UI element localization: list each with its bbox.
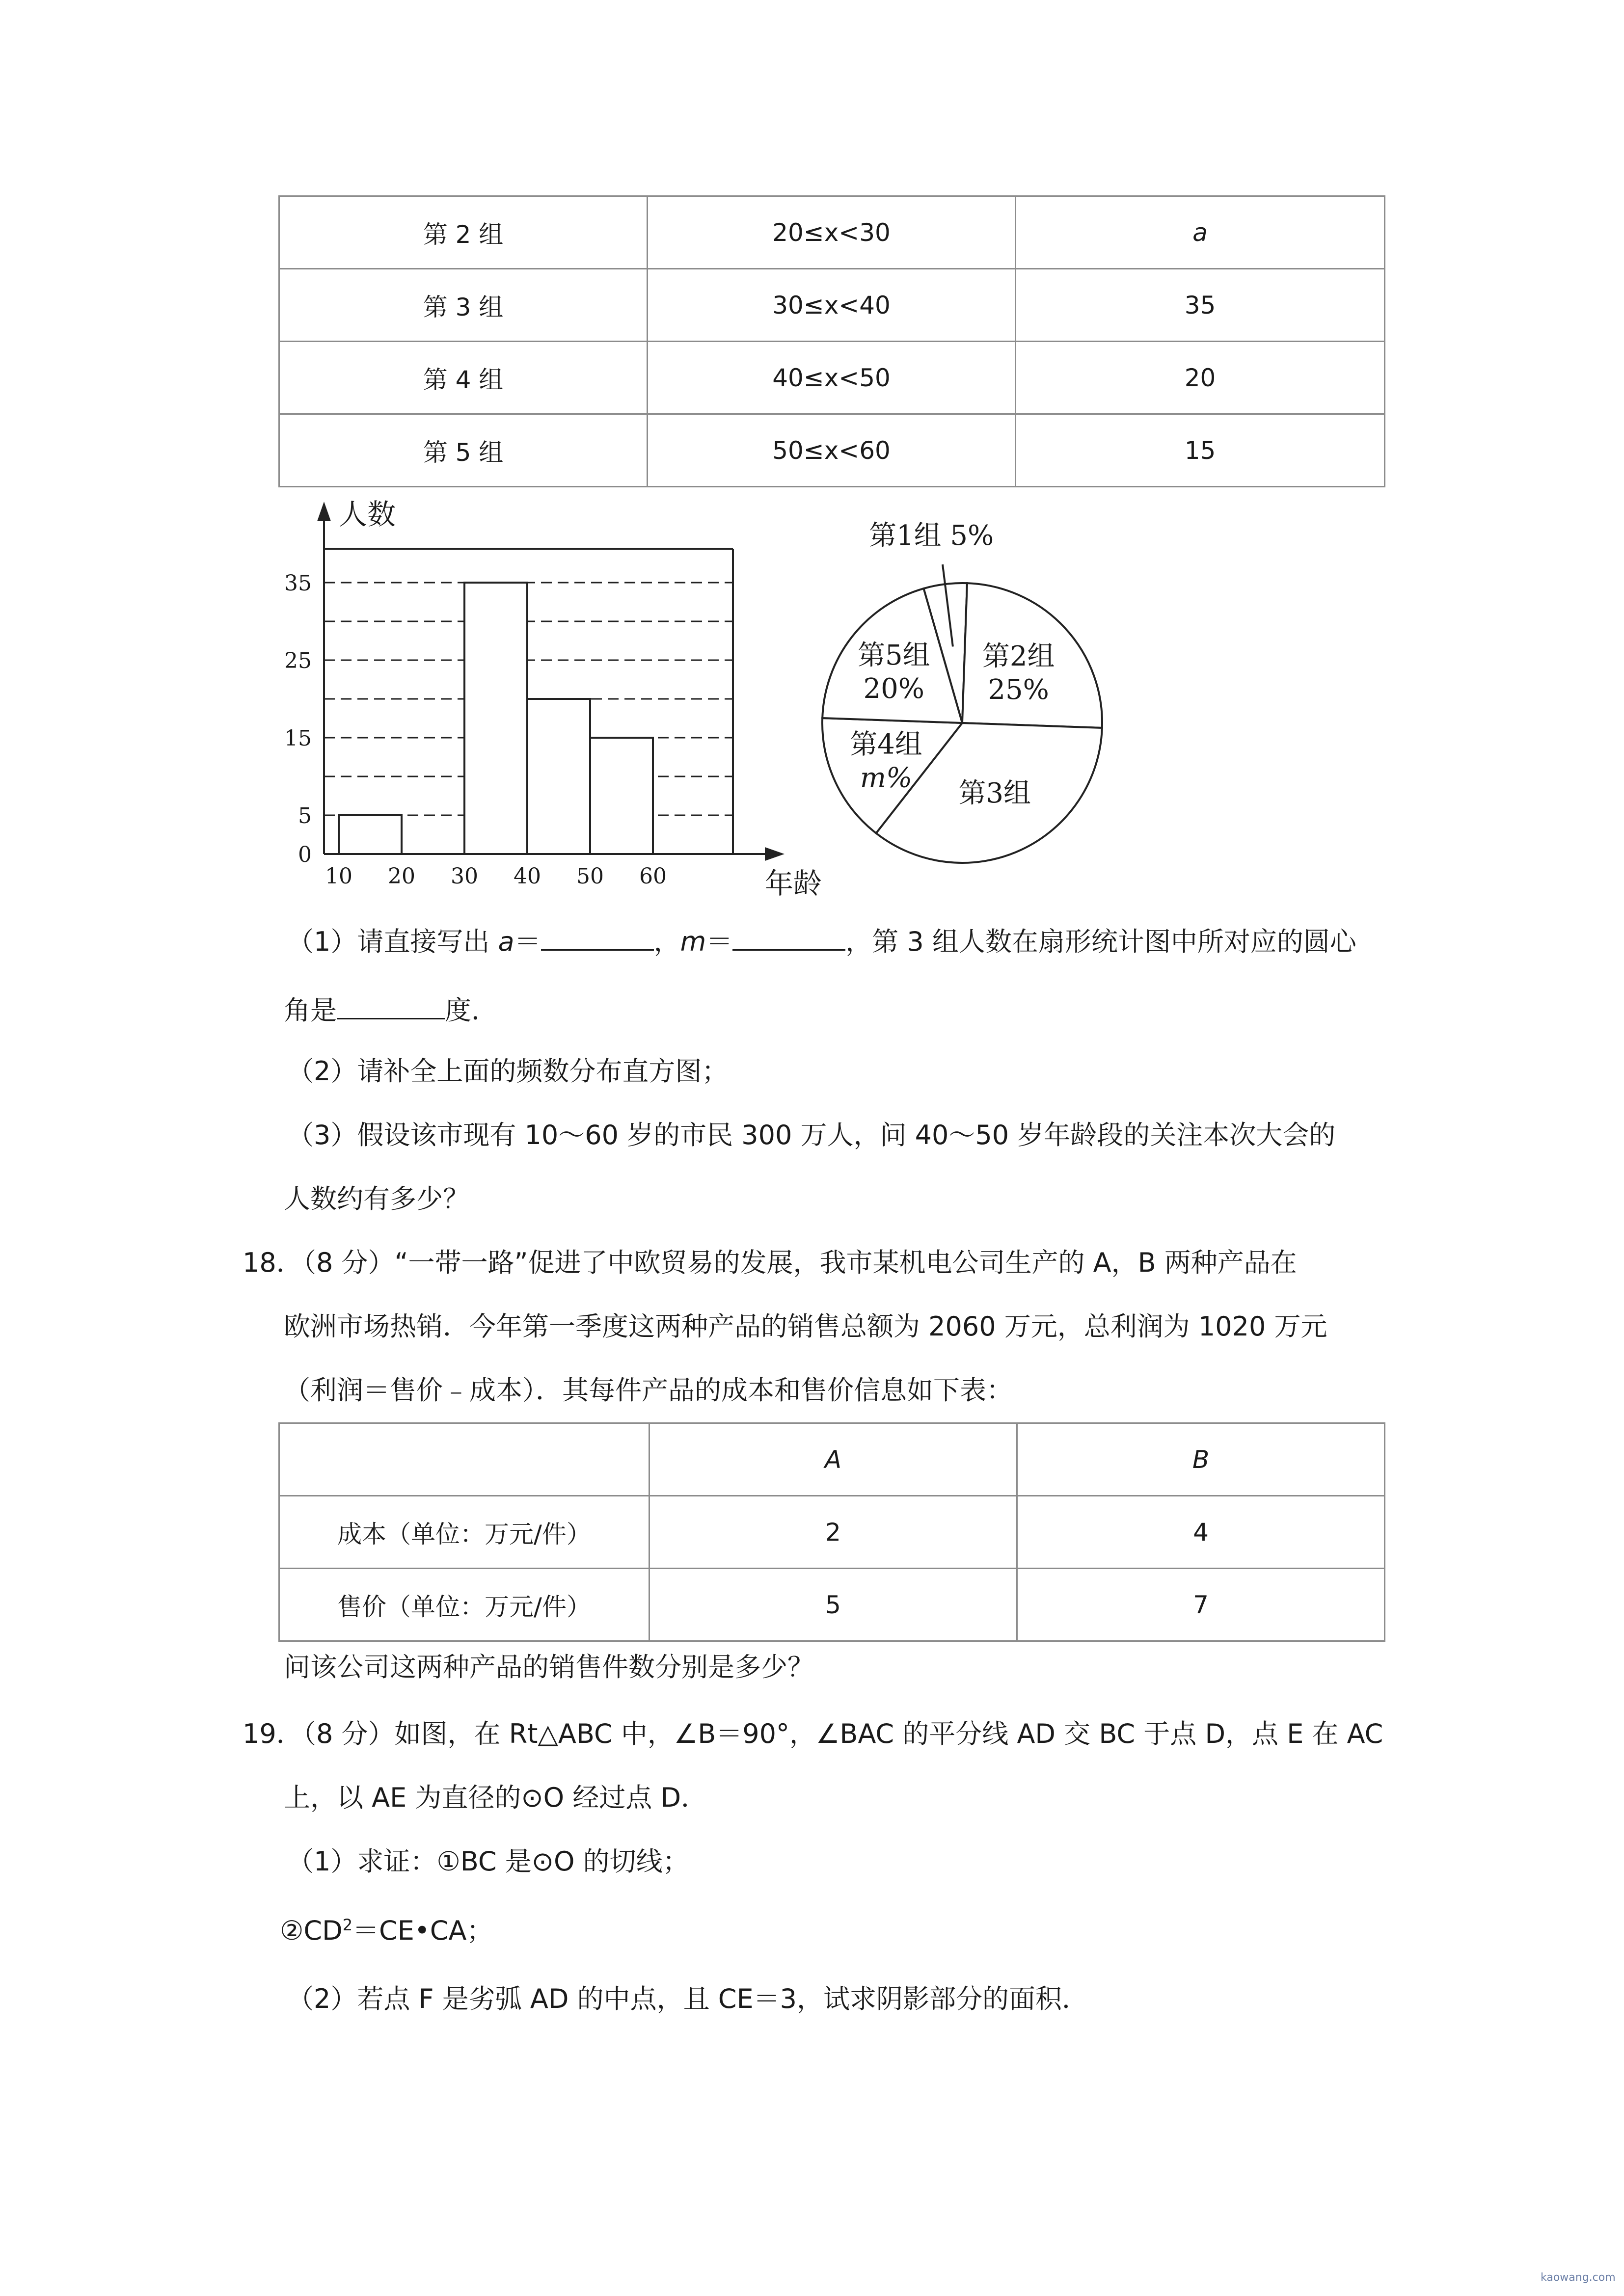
count-cell: 20	[1016, 342, 1385, 414]
watermark: kaowang.com	[1541, 2271, 1616, 2284]
equals-sign: ＝	[706, 926, 733, 957]
q17-part1-text: ，第 3 组人数在扇形统计图中所对应的圆心	[845, 926, 1356, 957]
count-cell: 35	[1016, 269, 1385, 342]
value-cell: 2	[650, 1496, 1017, 1569]
answer-blank-a[interactable]	[541, 926, 654, 951]
histogram-bar	[527, 699, 590, 854]
equals-sign: ＝	[514, 926, 541, 957]
row-label-cell: 售价（单位：万元/件）	[279, 1569, 650, 1641]
superscript: 2	[342, 1916, 353, 1934]
count-cell: a	[1016, 196, 1385, 269]
value-cell: 5	[650, 1569, 1017, 1641]
group-cell: 第 5 组	[279, 414, 648, 487]
pie-value-label: 20%	[863, 673, 924, 705]
x-tick-label: 20	[388, 864, 415, 889]
x-axis-label: 年龄	[765, 867, 822, 898]
q19-part2: （2）若点 F 是劣弧 AD 的中点，且 CE＝3，试求阴影部分的面积．	[287, 1983, 1088, 2014]
q19-line2: 上，以 AE 为直径的⊙O 经过点 D．	[284, 1782, 708, 1813]
pie-value-label: 25%	[988, 674, 1049, 706]
q17-part1-line2	[284, 994, 498, 1024]
pie-chart	[815, 496, 1129, 888]
range-cell: 20≤x<30	[648, 196, 1016, 269]
q17-part1-text: 度．	[445, 995, 498, 1026]
y-tick-label: 35	[284, 571, 312, 596]
pie-label: 第4组	[850, 728, 922, 761]
cost-price-table	[278, 1422, 1385, 1642]
table-row	[279, 414, 1385, 487]
q18-question: 问该公司这两种产品的销售件数分别是多少？	[284, 1652, 814, 1682]
variable-a: a	[498, 926, 514, 957]
table-row	[279, 342, 1385, 414]
table-row	[279, 196, 1385, 269]
row-label-cell: 成本（单位：万元/件）	[279, 1496, 650, 1569]
answer-blank-m[interactable]	[732, 926, 845, 951]
frequency-table	[278, 195, 1385, 487]
question-number: 19．	[243, 1718, 303, 1749]
q17-part1-text: 角是	[284, 995, 337, 1026]
pie-label: 第5组	[857, 640, 930, 672]
header-cell: A	[650, 1423, 1017, 1496]
x-tick-label: 40	[514, 864, 541, 889]
pie-label: 第1组 5%	[869, 520, 994, 552]
y-tick-label: 25	[284, 648, 312, 673]
y-tick-label: 5	[298, 803, 312, 828]
q18-line3: （利润＝售价﹣成本）．其每件产品的成本和售价信息如下表：	[284, 1375, 1013, 1406]
variable-m: m	[680, 926, 706, 957]
y-tick-label: 0	[298, 842, 312, 867]
range-cell: 40≤x<50	[648, 342, 1016, 414]
value-cell: 4	[1017, 1496, 1385, 1569]
y-tick-label: 15	[284, 726, 312, 751]
y-axis-label: 人数	[339, 498, 396, 531]
group-cell: 第 3 组	[279, 269, 648, 342]
header-cell	[279, 1423, 650, 1496]
pie-label: 第2组	[982, 641, 1055, 673]
q18-line2: 欧洲市场热销．今年第一季度这两种产品的销售总额为 2060 万元，总利润为 1020 万元	[284, 1311, 1327, 1342]
x-tick-label: 10	[325, 864, 352, 889]
q17-part2: （2）请补全上面的频数分布直方图；	[287, 1056, 729, 1087]
y-axis-arrow-icon	[317, 502, 331, 521]
range-cell: 50≤x<60	[648, 414, 1016, 487]
x-tick-label: 60	[639, 864, 667, 889]
answer-blank-angle[interactable]	[337, 994, 445, 1019]
pie-value-label: m%	[860, 762, 913, 794]
table-header-row	[279, 1423, 1385, 1496]
table-row	[279, 1569, 1385, 1641]
group-cell: 第 4 组	[279, 342, 648, 414]
q17-part3-line2: 人数约有多少？	[284, 1183, 469, 1214]
math-term: ②CD	[280, 1915, 343, 1946]
pie-label: 第3组	[958, 777, 1031, 810]
q18-line1: （8 分）“一带一路”促进了中欧贸易的发展，我市某机电公司生产的 A，B 两种产品在	[290, 1247, 1297, 1278]
math-term: ＝CE•CA；	[352, 1915, 493, 1946]
header-cell: B	[1017, 1423, 1385, 1496]
range-cell: 30≤x<40	[648, 269, 1016, 342]
question-number: 18．	[243, 1247, 303, 1278]
q17-part1-line1	[287, 926, 1356, 955]
x-tick-label: 30	[451, 864, 478, 889]
table-row	[279, 269, 1385, 342]
group-cell: 第 2 组	[279, 196, 648, 269]
histogram-bar	[590, 738, 653, 854]
x-tick-label: 50	[576, 864, 604, 889]
count-cell: 15	[1016, 414, 1385, 487]
comma: ，	[653, 926, 680, 957]
q17-part1-text: （1）请直接写出	[287, 926, 490, 957]
q19-part1-item2	[280, 1917, 493, 1944]
q19-part1: （1）求证：①BC 是⊙O 的切线；	[287, 1846, 689, 1877]
histogram-bar	[339, 815, 402, 854]
q17-part3-line1: （3）假设该市现有 10～60 岁的市民 300 万人，问 40～50 岁年龄段的关注本次大会的	[287, 1120, 1336, 1150]
histogram-bar	[464, 583, 527, 854]
value-cell: 7	[1017, 1569, 1385, 1641]
x-axis-arrow-icon	[765, 847, 785, 861]
q19-line1: （8 分）如图，在 Rt△ABC 中，∠B＝90°，∠BAC 的平分线 AD 交 BC 于点 D，点 E 在 AC	[290, 1718, 1383, 1749]
histogram-chart	[275, 496, 844, 898]
table-row	[279, 1496, 1385, 1569]
